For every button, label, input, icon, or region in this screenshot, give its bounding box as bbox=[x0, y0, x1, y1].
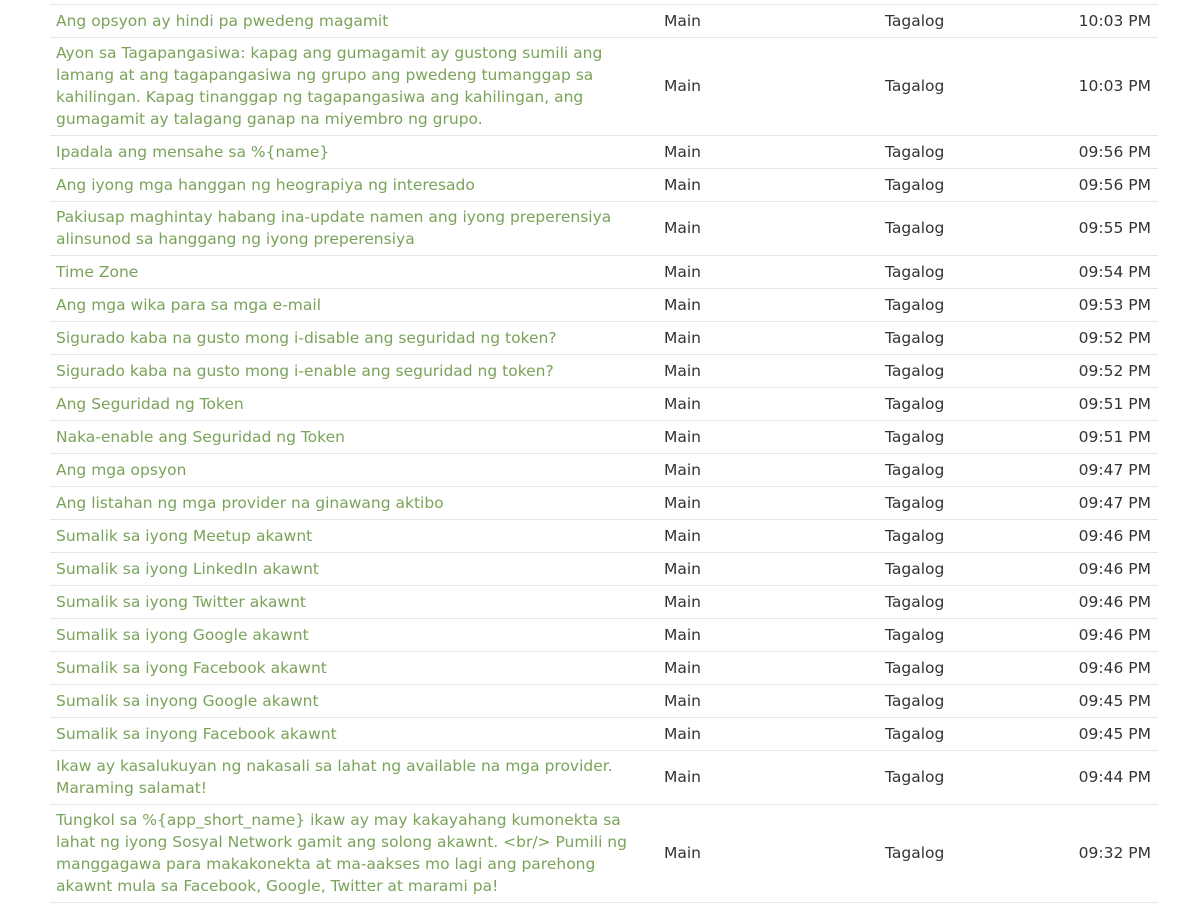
project-cell: Main bbox=[664, 361, 702, 380]
phrase-link[interactable]: Sumalik sa iyong Facebook akawnt bbox=[56, 658, 327, 677]
project-cell: Main bbox=[664, 844, 702, 862]
project-cell: Main bbox=[664, 295, 702, 314]
phrase-link[interactable]: Pakiusap maghintay habang ina-update namen ang iyong preperensiya alinsunod sa hanggang ng iyong preperensiya bbox=[56, 208, 612, 248]
project-cell: Main bbox=[664, 394, 702, 413]
language-cell: Tagalog bbox=[885, 77, 945, 95]
time-cell: 09:51 PM bbox=[1078, 394, 1151, 413]
time-cell: 09:32 PM bbox=[1078, 844, 1151, 862]
table-row bbox=[50, 355, 1158, 388]
language-cell: Tagalog bbox=[885, 328, 945, 347]
table-row bbox=[50, 718, 1158, 751]
language-cell: Tagalog bbox=[885, 592, 945, 611]
table-row bbox=[50, 805, 1158, 903]
phrase-link[interactable]: Ikaw ay kasalukuyan ng nakasali sa lahat ng available na mga provider. Maraming salamat! bbox=[56, 757, 613, 797]
time-cell: 09:46 PM bbox=[1078, 625, 1151, 644]
phrase-link[interactable]: Sumalik sa iyong Twitter akawnt bbox=[56, 592, 306, 611]
language-cell: Tagalog bbox=[885, 262, 945, 281]
phrase-link[interactable]: Ipadala ang mensahe sa %{name} bbox=[56, 142, 330, 161]
project-cell: Main bbox=[664, 526, 702, 545]
table-row bbox=[50, 487, 1158, 520]
project-cell: Main bbox=[664, 724, 702, 743]
language-cell: Tagalog bbox=[885, 295, 945, 314]
project-cell: Main bbox=[664, 11, 702, 30]
time-cell: 10:03 PM bbox=[1078, 11, 1151, 30]
table-row bbox=[50, 289, 1158, 322]
phrase-link[interactable]: Sigurado kaba na gusto mong i-disable ang seguridad ng token? bbox=[56, 328, 557, 347]
language-cell: Tagalog bbox=[885, 526, 945, 545]
time-cell: 09:44 PM bbox=[1078, 768, 1151, 786]
table-row bbox=[50, 586, 1158, 619]
project-cell: Main bbox=[664, 493, 702, 512]
language-cell: Tagalog bbox=[885, 493, 945, 512]
project-cell: Main bbox=[664, 427, 702, 446]
language-cell: Tagalog bbox=[885, 460, 945, 479]
language-cell: Tagalog bbox=[885, 559, 945, 578]
language-cell: Tagalog bbox=[885, 768, 945, 786]
phrase-link[interactable]: Time Zone bbox=[56, 262, 139, 281]
project-cell: Main bbox=[664, 77, 702, 95]
table-row bbox=[50, 685, 1158, 718]
table-row bbox=[50, 38, 1158, 136]
language-cell: Tagalog bbox=[885, 691, 945, 710]
table-row bbox=[50, 136, 1158, 169]
project-cell: Main bbox=[664, 219, 702, 237]
phrase-link[interactable]: Sumalik sa iyong Meetup akawnt bbox=[56, 526, 313, 545]
phrase-link[interactable]: Ang Seguridad ng Token bbox=[56, 394, 244, 413]
phrase-link[interactable]: Ang listahan ng mga provider na ginawang aktibo bbox=[56, 493, 444, 512]
phrase-link[interactable]: Sumalik sa inyong Google akawnt bbox=[56, 691, 319, 710]
language-cell: Tagalog bbox=[885, 219, 945, 237]
language-cell: Tagalog bbox=[885, 658, 945, 677]
phrase-link[interactable]: Sumalik sa inyong Facebook akawnt bbox=[56, 724, 337, 743]
phrase-link[interactable]: Ang iyong mga hanggan ng heograpiya ng interesado bbox=[56, 175, 475, 194]
language-cell: Tagalog bbox=[885, 625, 945, 644]
language-cell: Tagalog bbox=[885, 724, 945, 743]
table-row bbox=[50, 553, 1158, 586]
language-cell: Tagalog bbox=[885, 142, 945, 161]
language-cell: Tagalog bbox=[885, 175, 945, 194]
time-cell: 10:03 PM bbox=[1078, 77, 1151, 95]
project-cell: Main bbox=[664, 328, 702, 347]
translations-table bbox=[50, 4, 1158, 903]
table-row bbox=[50, 619, 1158, 652]
language-cell: Tagalog bbox=[885, 11, 945, 30]
language-cell: Tagalog bbox=[885, 361, 945, 380]
time-cell: 09:56 PM bbox=[1078, 175, 1151, 194]
time-cell: 09:52 PM bbox=[1078, 328, 1151, 347]
project-cell: Main bbox=[664, 559, 702, 578]
phrase-link[interactable]: Ang opsyon ay hindi pa pwedeng magamit bbox=[56, 11, 389, 30]
time-cell: 09:46 PM bbox=[1078, 559, 1151, 578]
table-row bbox=[50, 454, 1158, 487]
project-cell: Main bbox=[664, 691, 702, 710]
table-row bbox=[50, 520, 1158, 553]
table-row bbox=[50, 322, 1158, 355]
project-cell: Main bbox=[664, 658, 702, 677]
time-cell: 09:51 PM bbox=[1078, 427, 1151, 446]
time-cell: 09:55 PM bbox=[1078, 219, 1151, 237]
phrase-link[interactable]: Sumalik sa iyong Google akawnt bbox=[56, 625, 309, 644]
table-row bbox=[50, 388, 1158, 421]
phrase-link[interactable]: Ang mga wika para sa mga e-mail bbox=[56, 295, 322, 314]
project-cell: Main bbox=[664, 142, 702, 161]
phrase-link[interactable]: Ang mga opsyon bbox=[56, 460, 187, 479]
table-row bbox=[50, 202, 1158, 256]
language-cell: Tagalog bbox=[885, 844, 945, 862]
phrase-link[interactable]: Naka-enable ang Seguridad ng Token bbox=[56, 427, 345, 446]
phrase-link[interactable]: Tungkol sa %{app_short_name} ikaw ay may kakayahang kumonekta sa lahat ng iyong Sosyal Network gamit ang solong akawnt. <br/> Pumili ng manggagawa para makakonekta at ma-aakses mo lagi ang parehong akawnt mula sa Facebook, Google, Twitter at marami pa! bbox=[56, 811, 627, 895]
phrase-link[interactable]: Ayon sa Tagapangasiwa: kapag ang gumagamit ay gustong sumili ang lamang at ang tagapangasiwa ng grupo ang pwedeng tumanggap sa kahilingan. Kapag tinanggap ng tagapangasiwa ang kahilingan, ang gumagamit ay talagang ganap na miyembro ng grupo. bbox=[56, 44, 603, 128]
time-cell: 09:46 PM bbox=[1078, 526, 1151, 545]
table-row bbox=[50, 5, 1158, 38]
table-row bbox=[50, 256, 1158, 289]
time-cell: 09:46 PM bbox=[1078, 658, 1151, 677]
project-cell: Main bbox=[664, 768, 702, 786]
phrase-link[interactable]: Sumalik sa iyong LinkedIn akawnt bbox=[56, 559, 319, 578]
time-cell: 09:46 PM bbox=[1078, 592, 1151, 611]
time-cell: 09:47 PM bbox=[1078, 460, 1151, 479]
phrase-link[interactable]: Sigurado kaba na gusto mong i-enable ang seguridad ng token? bbox=[56, 361, 554, 380]
project-cell: Main bbox=[664, 625, 702, 644]
time-cell: 09:45 PM bbox=[1078, 724, 1151, 743]
time-cell: 09:54 PM bbox=[1078, 262, 1151, 281]
time-cell: 09:52 PM bbox=[1078, 361, 1151, 380]
language-cell: Tagalog bbox=[885, 394, 945, 413]
table-row bbox=[50, 421, 1158, 454]
table-row bbox=[50, 652, 1158, 685]
table-row bbox=[50, 751, 1158, 805]
project-cell: Main bbox=[664, 175, 702, 194]
time-cell: 09:53 PM bbox=[1078, 295, 1151, 314]
project-cell: Main bbox=[664, 262, 702, 281]
time-cell: 09:45 PM bbox=[1078, 691, 1151, 710]
project-cell: Main bbox=[664, 592, 702, 611]
time-cell: 09:47 PM bbox=[1078, 493, 1151, 512]
time-cell: 09:56 PM bbox=[1078, 142, 1151, 161]
project-cell: Main bbox=[664, 460, 702, 479]
language-cell: Tagalog bbox=[885, 427, 945, 446]
table-row bbox=[50, 169, 1158, 202]
